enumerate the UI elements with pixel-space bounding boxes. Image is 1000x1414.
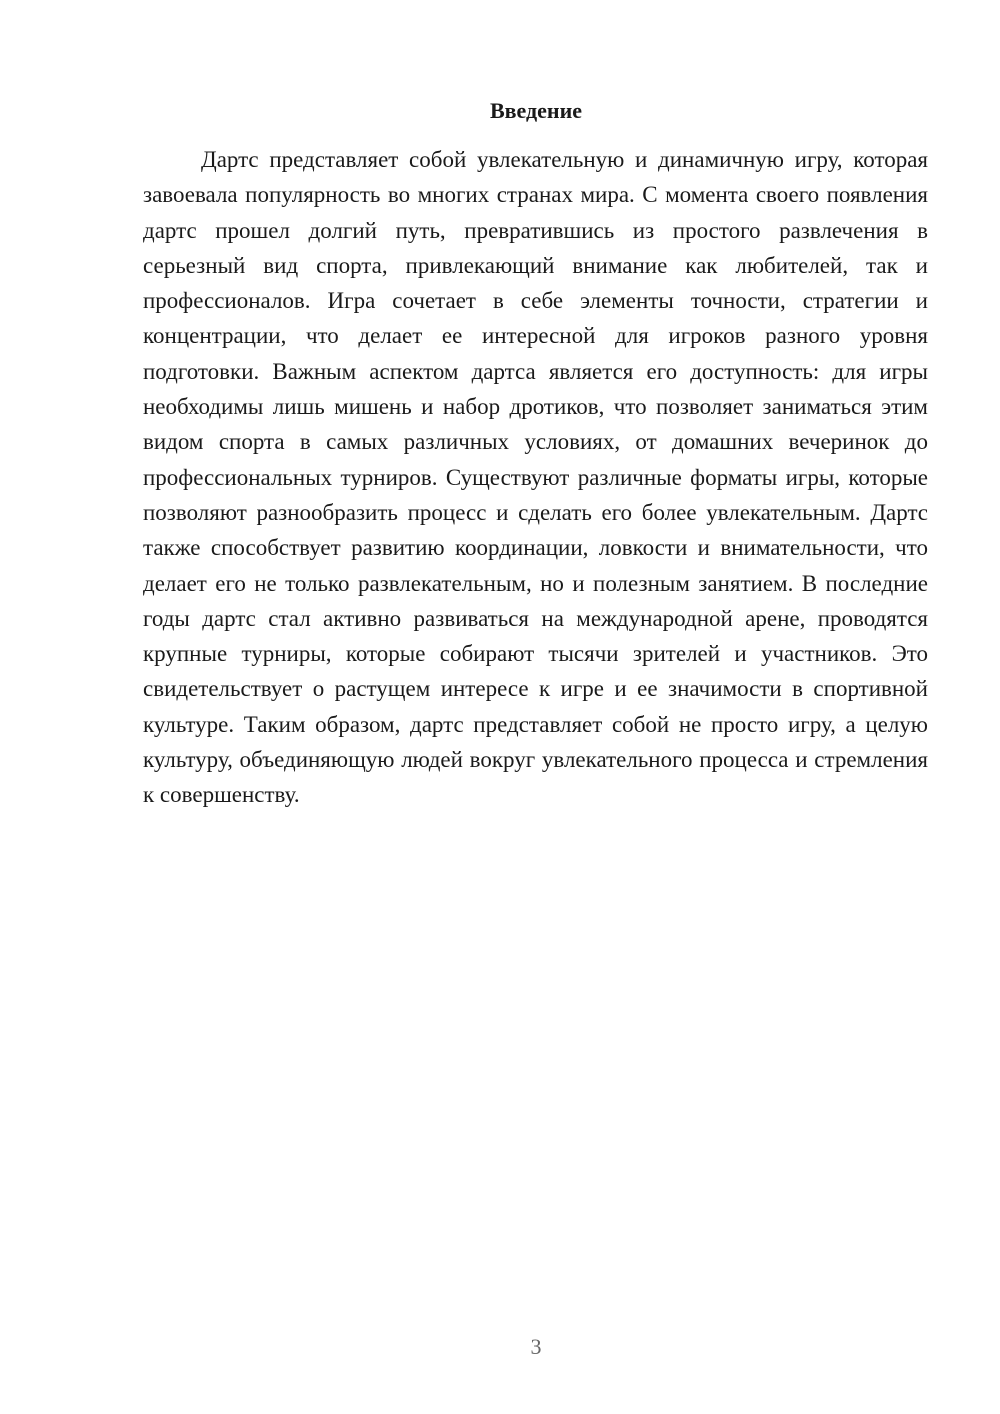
page-number: 3 xyxy=(530,1334,542,1359)
section-title: Введение xyxy=(489,98,583,123)
intro-paragraph: Дартс представляет собой увлекательную и динамичную игру, которая завоевала популярность во многих странах мира. С момента своего появления дартс прошел долгий путь, превратившись из простого развлечения в серьезный вид спорта, привлекающий внимание как любителей, так и профессионалов. Игра сочетает в себе элементы точности, стратегии и концентрации, что делает ее интересной для игроков разного уровня подготовки. Важным аспектом дартса является его доступность: для игры необходимы лишь мишень и набор дротиков, что позволяет заниматься этим видом спорта в самых различных условиях, от домашних вечеринок до профессиональных турниров. Существуют различные форматы игры, которые позволяют разнообразить процесс и сделать его более увлекательным. Дартс также способствует развитию координации, ловкости и внимательности, что делает его не только развлекательным, но и полезным занятием. В последние годы дартс стал активно развиваться на международной арене, проводятся крупные турниры, которые собирают тысячи зрителей и участников. Это свидетельствует о растущем интересе к игре и ее значимости в спортивной культуре. Таким образом, дартс представляет собой не просто игру, а целую культуру, объединяющую людей вокруг увлекательного процесса и стремления к совершенству. xyxy=(143,147,928,808)
